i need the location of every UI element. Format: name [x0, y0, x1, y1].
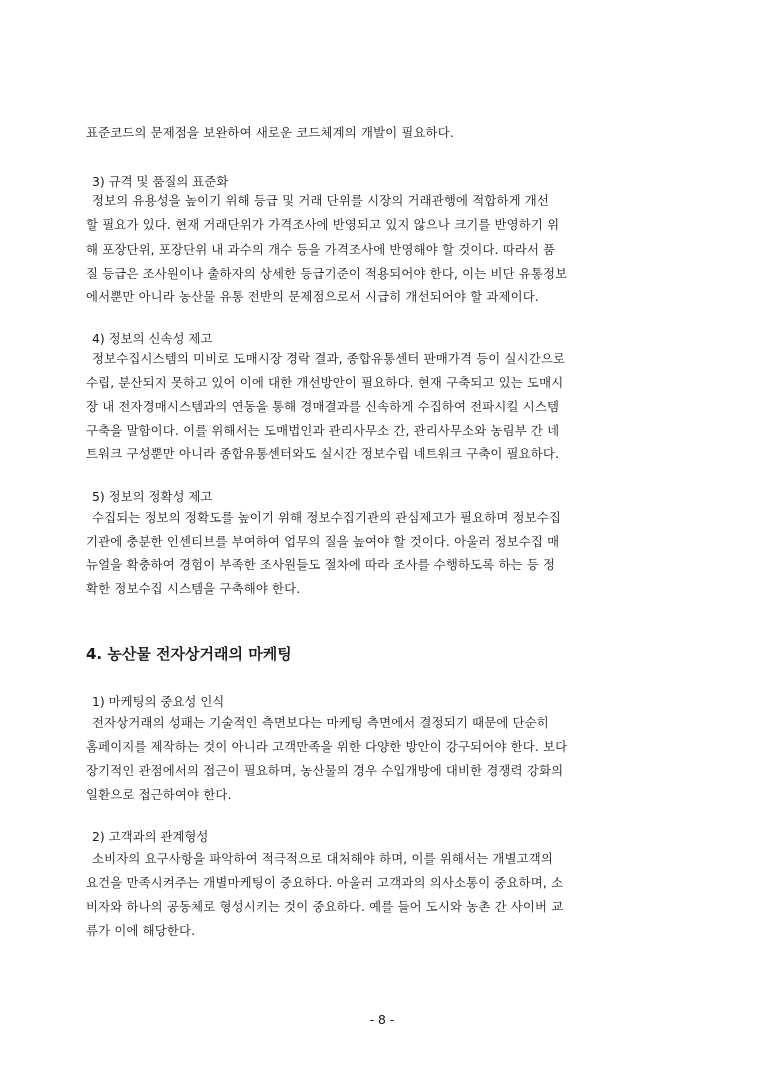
paragraph-line: 일환으로 접근하여야 한다. — [86, 787, 232, 802]
paragraph-line: 장기적인 관점에서의 접근이 필요하며, 농산물의 경우 수입개방에 대비한 경쟁력 강화의 — [86, 763, 564, 778]
paragraph-line: 뉴얼을 확충하여 경험이 부족한 조사원들도 절차에 따라 조사를 수행하도록 하는 등 정 — [86, 557, 556, 572]
paragraph-line: 요건을 만족시켜주는 개별마케팅이 중요하다. 아울러 고객과의 의사소통이 중요하며, 소 — [86, 875, 564, 890]
paragraph-line: 확한 정보수집 시스템을 구축해야 한다. — [86, 581, 301, 596]
paragraph-line: 정보수집시스템의 미비로 도매시장 경락 결과, 종합유통센터 판매가격 등이 실시간으로 — [92, 351, 566, 366]
page-number: - 8 - — [369, 1012, 395, 1027]
paragraph-line: 비자와 하나의 공동체로 형성시키는 것이 중요하다. 예를 들어 도시와 농촌 간 사이버 교 — [86, 899, 564, 914]
paragraph-line: 류가 이에 해당한다. — [86, 923, 196, 938]
subsection-title-customer-relations: 2) 고객과의 관계형성 — [92, 829, 209, 844]
paragraph-line: 장 내 전자경매시스템과의 연동을 통해 경매결과를 신속하게 수집하여 전파시킬 시스템 — [86, 399, 560, 414]
intro-line: 표준코드의 문제점을 보완하여 새로운 코드체계의 개발이 필요하다. — [86, 125, 454, 140]
subsection-title-speed: 4) 정보의 신속성 제고 — [92, 331, 213, 346]
paragraph-line: 홈페이지를 제작하는 것이 아니라 고객만족을 위한 다양한 방안이 강구되어야 한다. 보다 — [86, 739, 568, 754]
subsection-title-accuracy: 5) 정보의 정확성 제고 — [92, 489, 213, 504]
paragraph-line: 기관에 충분한 인센티브를 부여하여 업무의 질을 높여야 할 것이다. 아울러 정보수집 매 — [86, 534, 560, 549]
paragraph-line: 에서뿐만 아니라 농산물 유통 전반의 문제점으로서 시급히 개선되어야 할 과제이다. — [86, 289, 539, 304]
paragraph-line: 정보의 유용성을 높이기 위해 등급 및 거래 단위를 시장의 거래관행에 적합하게 개선 — [92, 193, 550, 208]
paragraph-line: 전자상거래의 성패는 기술적인 측면보다는 마케팅 측면에서 결정되기 때문에 단순히 — [92, 715, 549, 730]
paragraph-line: 수집되는 정보의 정확도를 높이기 위해 정보수집기관의 관심제고가 필요하며 정보수집 — [92, 510, 562, 525]
paragraph-line: 해 포장단위, 포장단위 내 과수의 개수 등을 가격조사에 반영해야 할 것이다. 따라서 품 — [86, 242, 556, 257]
paragraph-line: 수립, 분산되지 못하고 있어 이에 대한 개선방안이 필요하다. 현재 구축되고 있는 도매시 — [86, 375, 564, 390]
subsection-title-standardization: 3) 규격 및 품질의 표준화 — [92, 174, 229, 189]
paragraph-line: 할 필요가 있다. 현재 거래단위가 가격조사에 반영되고 있지 않으나 크기를 반영하기 위 — [86, 217, 560, 232]
section-title-marketing: 4. 농산물 전자상거래의 마케팅 — [86, 645, 292, 663]
paragraph-line: 소비자의 요구사항을 파악하여 적극적으로 대처해야 하며, 이를 위해서는 개별고객의 — [92, 851, 553, 866]
subsection-title-marketing-importance: 1) 마케팅의 중요성 인식 — [92, 694, 225, 709]
paragraph-line: 트워크 구성뿐만 아니라 종합유통센터와도 실시간 정보수립 네트워크 구축이 필요하다. — [86, 446, 560, 461]
paragraph-line: 구축을 말함이다. 이를 위해서는 도매법인과 관리사무소 간, 관리사무소와 농림부 간 네 — [86, 423, 560, 438]
paragraph-line: 질 등급은 조사원이나 출하자의 상세한 등급기준이 적용되어야 한다, 이는 비단 유통정보 — [86, 266, 568, 281]
